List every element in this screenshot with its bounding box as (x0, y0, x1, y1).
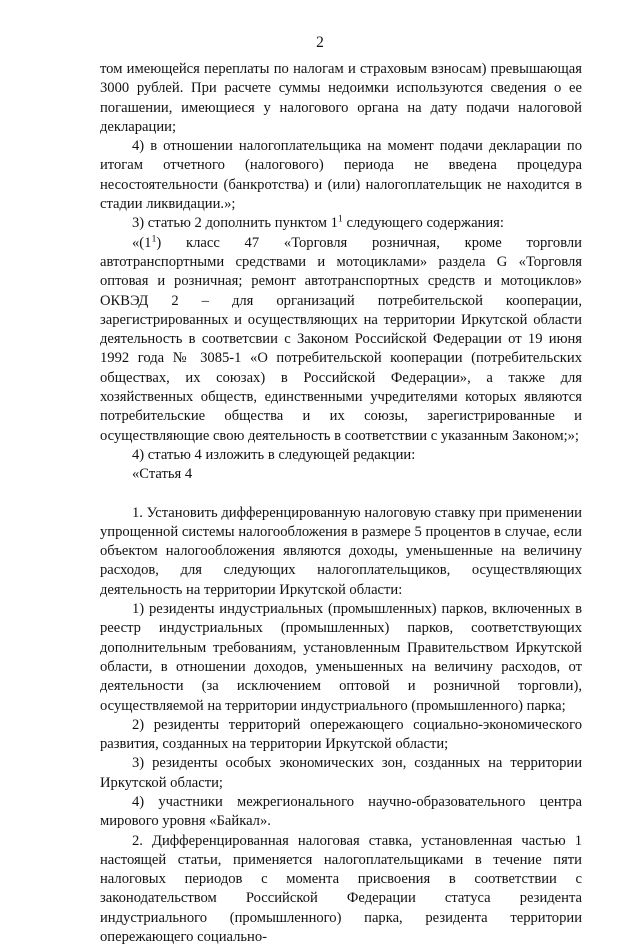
superscript-1: 1 (151, 233, 157, 245)
article-4-heading: «Статья 4 (132, 466, 193, 483)
new-clause-text: ) класс 47 «Торговля розничная, кроме торговли автотранспортными средствами и мотоциклами» раздела G «Торговля оптовая и розничная; ремонт автотранспортных средств и мотоциклов» ОКВЭД 2 – для организаций потребительской кооперации, зарегистрированных и осуществляющих на территории Иркутской области деятельность в соответсвии с Законом Российской Федерации от 19 июня 1992 года № 3085-1 «О потребительской кооперации (потребительских обществах, их союзах) в Российской Федерации», а также для хозяйственных обществ, единственными учредителями которых являются потребительские общества и их союзы, зарегистрированные и осуществляющие свою деятельность в соответствии с указанным Законом;»; (100, 234, 582, 444)
article-4-part-1: 1. Установить дифференцированную налоговую ставку при применении упрощенной системы налогообложения в размере 5 процентов в случае, если объектом налогообложения являются доходы, уменьшенные на величину расходов, для следующих налогоплательщиков, осуществляющих деятельность на территории Иркутской области: (100, 504, 582, 598)
paragraph-new-clause (100, 234, 582, 446)
page-number: 2 (316, 34, 324, 51)
article-4-part-1-item-2: 2) резиденты территорий опережающего социально-экономического развития, созданных на территории Иркутской области; (100, 716, 582, 753)
superscript-1: 1 (337, 213, 343, 225)
blank-line (100, 485, 582, 504)
article-4-part-2: 2. Дифференцированная налоговая ставка, установленная частью 1 настоящей статьи, применяется налогоплательщиками в течение пяти налоговых периодов с момента присвоения в соответствии с законодательством Российской Федерации статуса резидента индустриального (промышленного) парка, резидента территории опережающего социально- (100, 832, 582, 946)
article-4-part-1-item-1: 1) резиденты индустриальных (промышленных) парков, включенных в реестр индустриальных (промышленных) парков, соответствующих дополнительным требованиям, установленным Правительством Иркутской области, в отношении доходов, уменьшенных на величину расходов, от деятельности (за исключением оптовой и розничной торговли), осуществляемой на территории индустриального (промышленного) парка; (100, 601, 582, 714)
paragraph-item-4-conditions: 4) в отношении налогоплательщика на момент подачи декларации по итогам отчетного (налогового) периода не введена процедура несостоятельности (банкротства) и (или) налогоплательщик не находится в стадии ликвидации.»; (100, 138, 582, 213)
paragraph-item-3-text-tail: следующего содержания: (342, 215, 504, 232)
paragraph-continuation: том имеющейся переплаты по налогам и страховым взносам) превышающая 3000 рублей. При расчете суммы недоимки используются сведения о ее погашении, имеющиеся у налогового органа на дату подачи налоговой декларации; (100, 61, 582, 135)
paragraph-item-4-article-4: 4) статью 4 изложить в следующей редакции: (132, 446, 416, 463)
article-4-part-1-item-3: 3) резиденты особых экономических зон, созданных на территории Иркутской области; (100, 755, 582, 791)
paragraph-item-3-text: 3) статью 2 дополнить пунктом 1 (132, 215, 338, 232)
article-4-part-1-item-4: 4) участники межрегионального научно-образовательного центра мирового уровня «Байкал». (100, 793, 582, 830)
document-body (100, 60, 582, 947)
new-clause-open: «(1 (132, 234, 152, 251)
paragraph-item-3-article-2 (100, 214, 582, 233)
